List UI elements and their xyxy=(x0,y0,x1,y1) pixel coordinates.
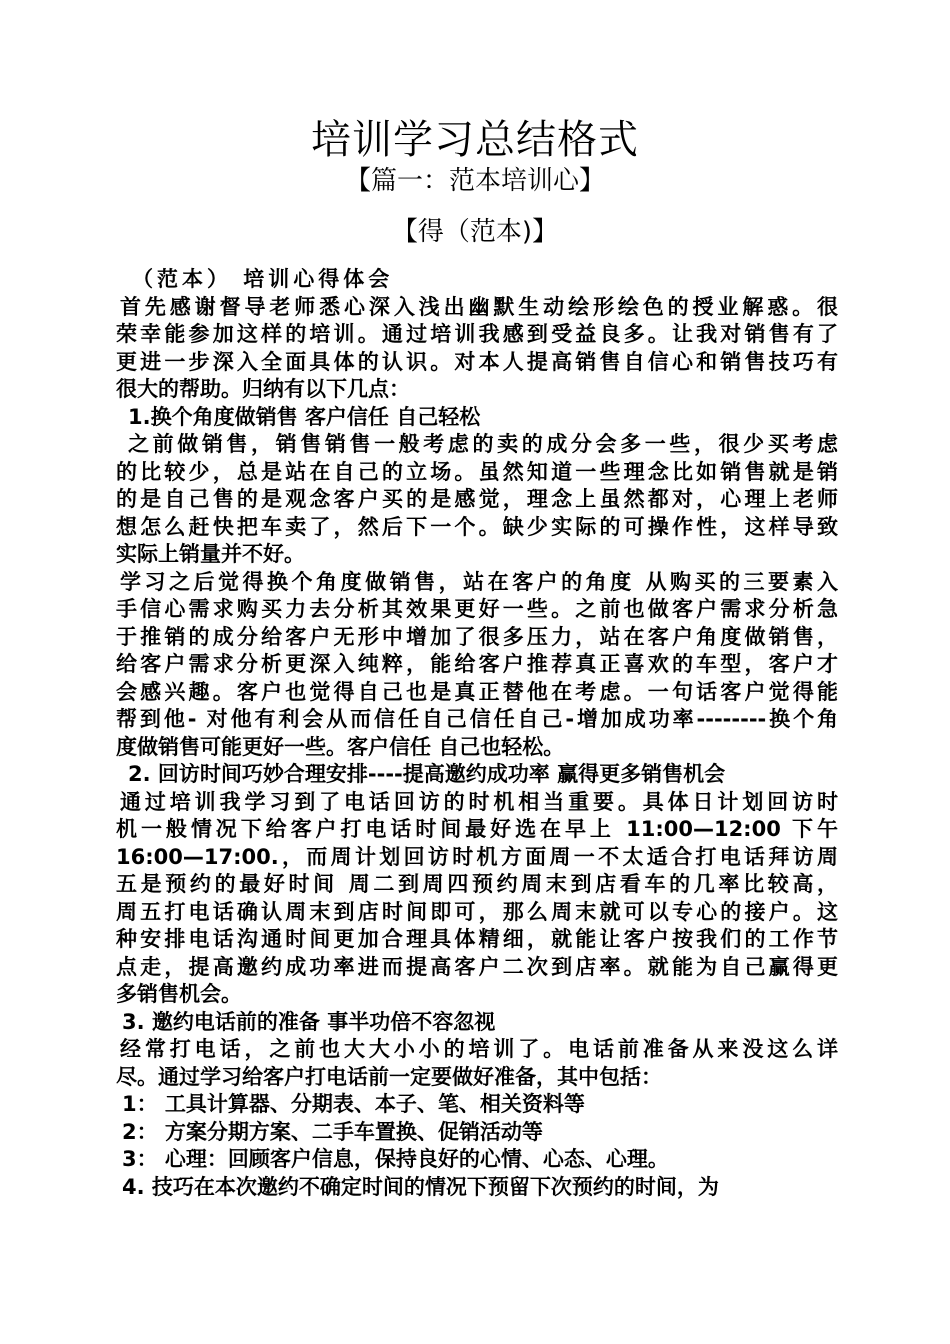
numbered-heading: 3. 邀约电话前的准备 事半功倍不容忽视 xyxy=(122,1009,496,1034)
paragraph-line: 经常打电话，之前也大大小小的培训了。电话前准备从来没这么详 xyxy=(120,1037,838,1061)
paragraph-line: 学习之后觉得换个角度做销售，站在客户的角度 从购买的三要素入 xyxy=(120,569,838,594)
paragraph-line: 想怎么赶快把车卖了，然后下一个。缺少实际的可操作性，这样导致 xyxy=(116,514,838,539)
list-item: 2： 方案分期方案、二手车置换、促销活动等 xyxy=(122,1119,543,1144)
document-subtitle-1: 【篇一：范本培训心】 xyxy=(344,166,605,196)
paragraph-line: 16:00—17:00.，而周计划回访时机方面周一不太适合打电话拜访周 xyxy=(116,844,838,869)
paragraph-line: 帮到他- 对他有利会从而信任自己信任自己-增加成功率--------换个角 xyxy=(116,707,838,731)
numbered-heading: 1.换个角度做销售 客户信任 自己轻松 xyxy=(128,404,481,429)
document-subtitle-2: 【得（范本)】 xyxy=(391,217,559,247)
paragraph-line: 点走，提高邀约成功率进而提高客户二次到店率。就能为自己赢得更 xyxy=(116,954,838,979)
paragraph-line: 的是自己售的是观念客户买的是感觉，理念上虽然都对，心理上老师 xyxy=(116,487,838,511)
paragraph-line: 实际上销量并不好。 xyxy=(116,542,305,566)
paragraph-line: 通过培训我学习到了电话回访的时机相当重要。具体日计划回访时 xyxy=(120,789,838,814)
paragraph-line: 周五打电话确认周末到店时间即可，那么周末就可以专心的接户。这 xyxy=(116,899,838,924)
paragraph-line: 的比较少，总是站在自己的立场。虽然知道一些理念比如销售就是销 xyxy=(116,459,838,484)
list-item: 3： 心理：回顾客户信息，保持良好的心情、心态、心理。 xyxy=(122,1147,669,1171)
paragraph-line: 多销售机会。 xyxy=(116,982,242,1006)
paragraph-line: 荣幸能参加这样的培训。通过培训我感到受益良多。让我对销售有了 xyxy=(116,322,838,346)
paragraph-line: 很大的帮助。归纳有以下几点： xyxy=(116,377,410,401)
document-title: 培训学习总结格式 xyxy=(311,117,639,163)
paragraph-line: 之前做销售，销售销售一般考虑的卖的成分会多一些，很少买考虑 xyxy=(128,432,838,456)
paragraph-line: 度做销售可能更好一些。客户信任 自己也轻松。 xyxy=(116,734,565,759)
paragraph-line: 于推销的成分给客户无形中增加了很多压力，站在客户角度做销售， xyxy=(116,624,838,649)
paragraph-line: 五是预约的最好时间 周二到周四预约周末到店看车的几率比较高， xyxy=(116,872,838,896)
paragraph-line: 种安排电话沟通时间更加合理具体精细，就能让客户按我们的工作节 xyxy=(116,927,838,951)
paragraph-line: 给客户需求分析更深入纯粹，能给客户推荐真正喜欢的车型，客户才 xyxy=(116,652,838,676)
paragraph-line: 会感兴趣。客户也觉得自己也是真正替他在考虑。一句话客户觉得能 xyxy=(116,679,838,704)
numbered-heading: 2. 回访时间巧妙合理安排----提高邀约成功率 赢得更多销售机会 xyxy=(128,762,726,786)
section-heading: （范本） 培训心得体会 xyxy=(132,267,394,291)
document-body xyxy=(116,266,838,1201)
paragraph-line: 尽。通过学习给客户打电话前一定要做好准备，其中包括： xyxy=(116,1064,662,1089)
paragraph-line: 首先感谢督导老师悉心深入浅出幽默生动绘形绘色的授业解惑。很 xyxy=(120,294,838,319)
list-item: 1： 工具计算器、分期表、本子、笔、相关资料等 xyxy=(122,1092,585,1116)
paragraph-line: 手信心需求购买力去分析其效果更好一些。之前也做客户需求分析急 xyxy=(116,597,838,621)
paragraph-line: 机一般情况下给客户打电话时间最好选在早上 11:00—12:00 下午 xyxy=(116,817,838,841)
paragraph-line: 更进一步深入全面具体的认识。对本人提高销售自信心和销售技巧有 xyxy=(116,349,838,374)
list-item: 4. 技巧在本次邀约不确定时间的情况下预留下次预约的时间，为 xyxy=(122,1174,719,1199)
